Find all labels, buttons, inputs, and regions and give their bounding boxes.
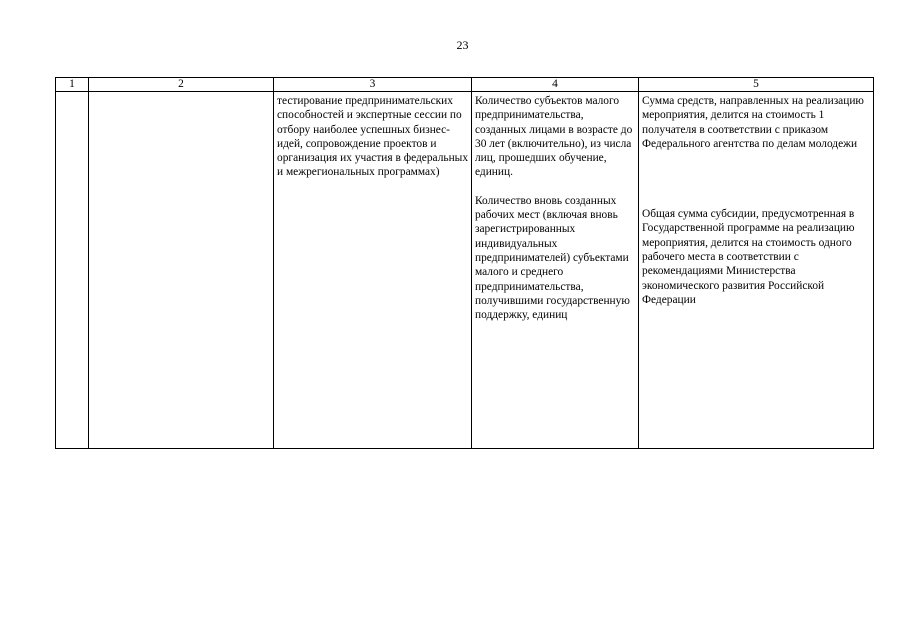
header-cell-1: 1 (56, 78, 89, 92)
indicator-1-text: Количество субъектов малого предпринимательства, созданных лицами в возрасте до 30 лет (включительно), из числа лиц, прошедших обучение, единиц. (475, 95, 633, 179)
cell-col1 (56, 92, 89, 449)
document-table (55, 77, 874, 449)
cell-indicators (472, 92, 639, 449)
method-1-text: Сумма средств, направленных на реализацию мероприятия, делится на стоимость 1 получателя в соответствии с приказом Федерального агентства по делам молодежи (642, 95, 864, 150)
table-row (56, 92, 874, 449)
paragraph-spacer (475, 180, 635, 194)
page-number: 23 (456, 38, 469, 52)
paragraph-spacer (642, 151, 870, 207)
header-cell-2: 2 (89, 78, 274, 92)
indicator-2-text: Количество вновь созданных рабочих мест (включая вновь зарегистрированных индивидуальных предпринимателей) субъектами малого и среднего предпринимательства, получившими государственную поддержку, единиц (475, 194, 630, 322)
activity-description-text: тестирование предпринимательских способностей и экспертные сессии по отбору наиболее успешных бизнес-идей, сопровождение проектов и организация их участия в федеральных и межрегиональных программах) (277, 95, 469, 179)
cell-activity-description (274, 92, 472, 449)
header-cell-3: 3 (274, 78, 472, 92)
header-cell-5: 5 (639, 78, 874, 92)
cell-calculation-methods (639, 92, 874, 449)
method-2-text: Общая сумма субсидии, предусмотренная в Государственной программе на реализацию мероприятия, делится на стоимость одного рабочего места в соответствии с рекомендациями Министерства экономического развития Российской Федерации (642, 208, 855, 306)
cell-col2 (89, 92, 274, 449)
header-cell-4: 4 (472, 78, 639, 92)
table-header-row (56, 78, 874, 92)
